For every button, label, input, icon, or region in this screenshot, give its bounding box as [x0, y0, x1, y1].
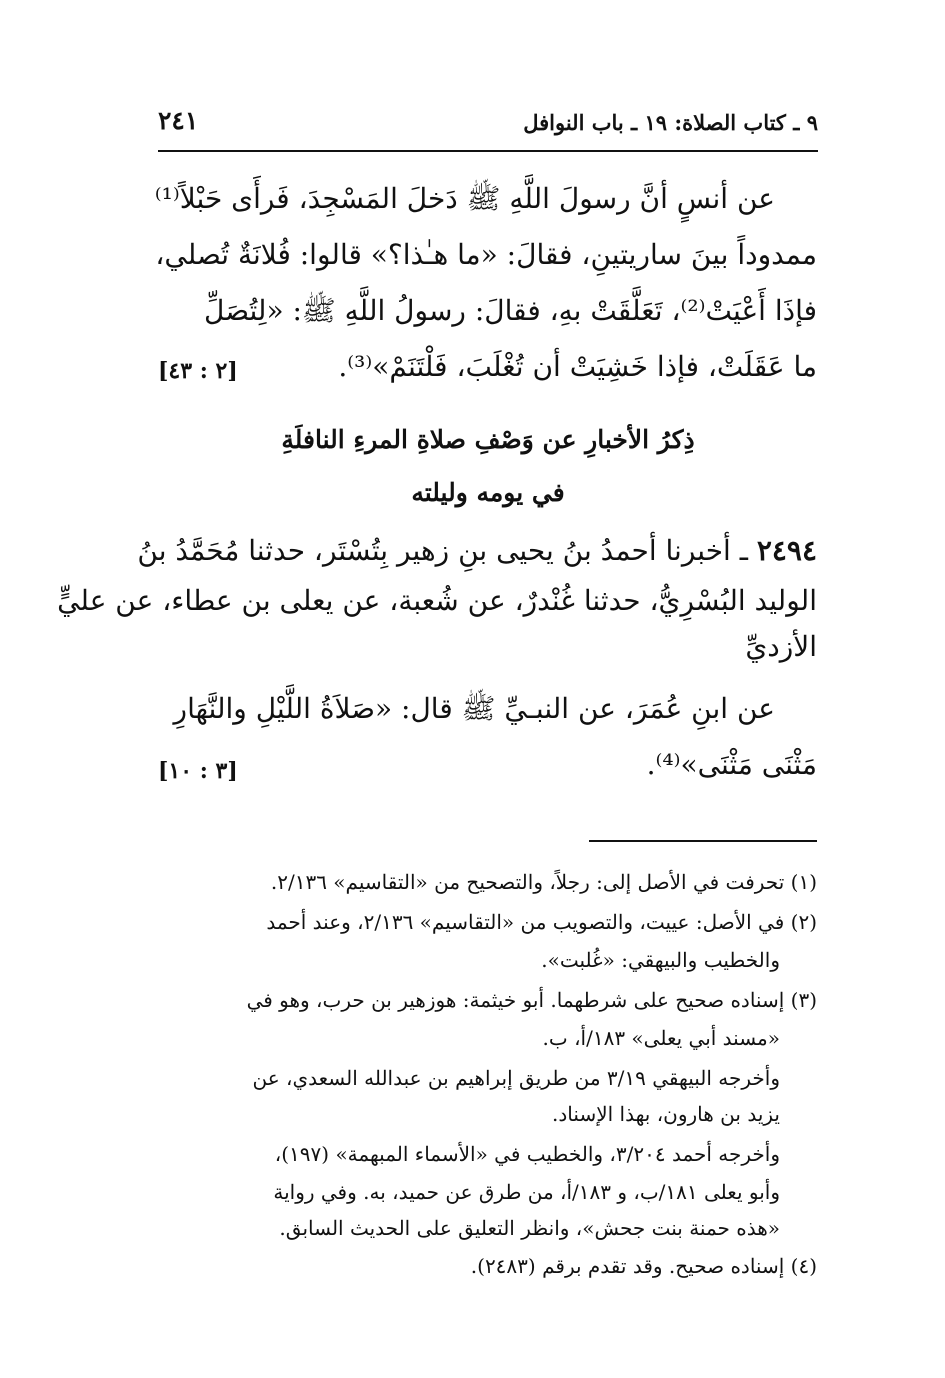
- footnote-3-para-3: وأخرجه أحمد ٣/٢٠٤، والخطيب في «الأسماء المبهمة» (١٩٧)،: [274, 1142, 780, 1166]
- running-title: ٩ ـ كتاب الصلاة: ١٩ ـ باب النوافل: [523, 110, 818, 135]
- hadith-reference: [٣ : ١٠]: [158, 758, 238, 784]
- page-header: [158, 100, 818, 152]
- section-heading-line-2: في يومه وليلته: [411, 478, 565, 507]
- hadith-prev-line-1: عن أنسٍ أنَّ رسولَ اللَّهِ ﷺ دَخلَ المَسْجِدَ، فَرأَى حَبْلاً⁽¹⁾: [154, 182, 775, 215]
- hadith-matn-line-1: عن ابنِ عُمَرَ، عن النبـيِّ ﷺ قال: «صَلاَةُ اللَّيْلِ والنَّهَارِ: [173, 692, 775, 725]
- footnote-3-para-3-cont-2: «هذه حمنة بنت جحش»، وانظر التعليق على الحديث السابق.: [279, 1216, 780, 1240]
- hadith-prev-reference: [٢ : ٤٣]: [158, 358, 238, 384]
- footnote-2: (٢) في الأصل: عييت، والتصويب من «التقاسيم» ٢/١٣٦، وعند أحمد: [266, 910, 817, 934]
- hadith-prev-line-3: فإذَا أَعْيَتْ⁽²⁾، تَعَلَّقَتْ بهِ، فقالَ: رسولُ اللَّهِ ﷺ: «لِتُصَلِّ: [204, 294, 817, 327]
- hadith-isnad-line-3: الأزديِّ: [745, 630, 817, 663]
- footnote-3: (٣) إسناده صحيح على شرطهما. أبو خيثمة: هوزهير بن حرب، وهو في: [246, 988, 817, 1012]
- hadith-isnad-text-1: ـ أخبرنا أحمدُ بنُ يحيى بنِ زهير بِتُسْتَر، حدثنا مُحَمَّدُ بنُ: [137, 534, 748, 567]
- hadith-isnad-line-1: [137, 534, 817, 568]
- footnote-4: (٤) إسناده صحيح. وقد تقدم برقم (٢٤٨٣).: [470, 1254, 817, 1278]
- footnote-2-cont: والخطيب والبيهقي: «غُلبت».: [541, 948, 780, 972]
- footnote-separator: [589, 840, 817, 842]
- hadith-number: ٢٤٩٤: [756, 534, 817, 567]
- footnote-3-para-3-cont-1: وأبو يعلى ١٨١/ب، و ١٨٣/أ، من طرق عن حميد، به. وفي رواية: [273, 1180, 780, 1204]
- hadith-prev-line-2: ممدوداً بينَ ساريتينِ، فقالَ: «ما هـٰذا؟» قالوا: فُلانَةٌ تُصلي،: [155, 238, 817, 271]
- footnote-3-para-2: وأخرجه البيهقي ٣/١٩ من طريق إبراهيم بن عبدالله السعدي، عن: [252, 1066, 780, 1090]
- page-number: ٢٤١: [158, 106, 199, 135]
- footnote-3-para-2-cont: يزيد بن هارون، بهذا الإسناد.: [552, 1102, 780, 1126]
- footnote-3-cont: «مسند أبي يعلى» ١٨٣/أ، ب.: [542, 1026, 780, 1050]
- hadith-isnad-line-2: الوليد البُسْرِيُّ، حدثنا غُنْدرٌ، عن شُعبة، عن يعلى بن عطاء، عن عليٍّ: [57, 584, 817, 617]
- section-heading-line-1: ذِكرُ الأخبارِ عن وَصْفِ صلاةِ المرءِ النافلَةِ: [281, 425, 695, 454]
- hadith-matn-line-2: مَثْنَى مَثْنَى»⁽⁴⁾.: [646, 748, 817, 781]
- footnote-1: (١) تحرفت في الأصل إلى: رجلاً، والتصحيح من «التقاسيم» ٢/١٣٦.: [270, 870, 817, 894]
- hadith-prev-line-4: ما عَقَلَتْ، فإذا خَشِيَتْ أن تُغْلَبَ، فَلْتَنَمْ»⁽³⁾.: [338, 350, 817, 383]
